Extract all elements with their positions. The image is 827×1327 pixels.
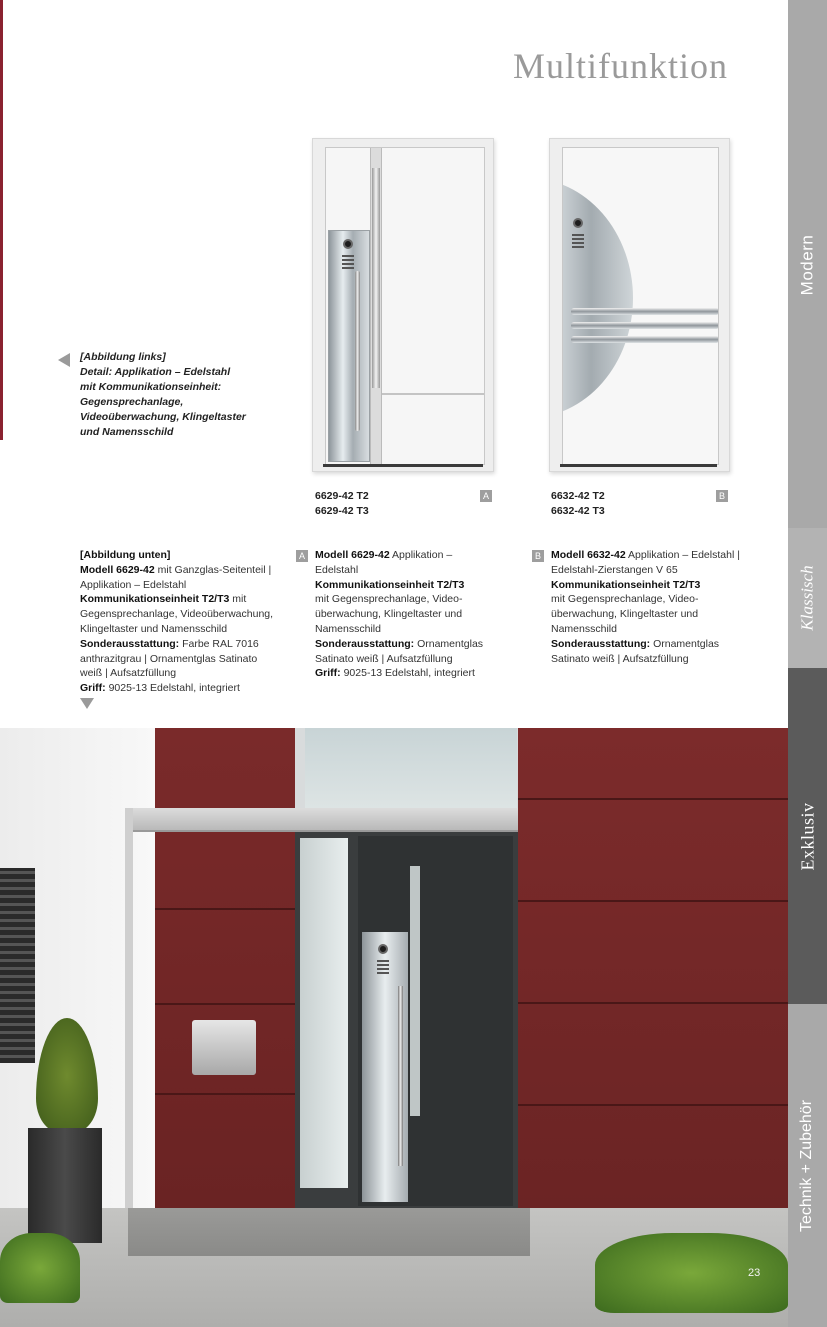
tab-klassisch[interactable]: [788, 528, 827, 668]
tab-modern[interactable]: [788, 0, 827, 528]
sonder-label: Sonderausstattung:: [80, 637, 180, 650]
front-door-handle: [398, 986, 403, 1166]
tab-technik-zubehoer[interactable]: [788, 1004, 827, 1327]
left-edge-accent: [0, 0, 3, 440]
entrance-step: [128, 1208, 530, 1256]
door-b-codes: [551, 489, 605, 519]
griff-label: Griff:: [315, 667, 341, 680]
desc-line: weiß | Aufsatzfüllung: [80, 667, 177, 680]
speaker-grille-icon: [572, 234, 584, 248]
cladding-seam: [155, 908, 295, 910]
tab-technik-label: Technik + Zubehör: [798, 1099, 816, 1232]
door-a-badge: A: [480, 490, 492, 502]
plant-pot: [28, 1128, 102, 1243]
griff-text: 9025-13 Edelstahl, integriert: [105, 682, 240, 695]
caption-line: und Namensschild: [80, 426, 174, 438]
upper-window: [305, 728, 517, 808]
canopy-post: [125, 808, 133, 1228]
komm-label: Kommunikationseinheit T2/T3: [315, 578, 465, 591]
door-b-zierstange-2: [571, 322, 719, 329]
door-b-code-2: 6632-42 T3: [551, 505, 605, 517]
door-a-rail: [382, 393, 484, 395]
tab-modern-label: Modern: [797, 234, 817, 296]
window-blinds: [0, 868, 35, 1063]
page-number: 23: [748, 1267, 761, 1279]
arrow-left-icon: [58, 353, 70, 367]
section-tabs: [788, 0, 827, 1327]
door-b-zierstange-3: [571, 336, 719, 343]
door-b-badge: B: [716, 490, 728, 502]
door-b-sill: [560, 464, 717, 467]
desc-line: Edelstahl: [315, 563, 359, 576]
cladding-seam: [518, 798, 788, 800]
camera-icon: [378, 944, 388, 954]
cladding-seam: [155, 1003, 295, 1005]
komm-label: Kommunikationseinheit T2/T3: [80, 593, 230, 606]
modell-label: Modell 6632-42: [551, 549, 626, 561]
modell-label: Modell 6629-42: [80, 563, 155, 576]
door-b-image: [549, 138, 730, 472]
desc-line: mit Gegensprechanlage, Video-: [315, 593, 463, 606]
cladding-seam: [518, 900, 788, 902]
sonder-label: Sonderausstattung:: [315, 637, 415, 650]
door-a-code-1: 6629-42 T2: [315, 490, 369, 502]
sonder-text: Ornamentglas: [650, 637, 720, 650]
desc-line: Klingeltaster und Namensschild: [80, 622, 228, 635]
tab-exklusiv-label: Exklusiv: [797, 801, 818, 871]
desc-line: Gegensprechanlage, Videoüberwachung,: [80, 608, 274, 621]
griff-text: 9025-13 Edelstahl, integriert: [340, 667, 475, 680]
glass-sidelite: [300, 838, 348, 1188]
door-b-zierstange-1: [571, 308, 719, 315]
desc-line: Satinato weiß | Aufsatzfüllung: [315, 652, 453, 665]
desc-line: überwachung, Klingeltaster und: [551, 608, 699, 621]
door-b-applikation-arc: [562, 178, 633, 418]
arrow-down-icon: [80, 698, 94, 709]
door-a-codes: [315, 489, 369, 519]
front-door-glass-strip: [410, 866, 420, 1116]
door-a-applikation: [328, 230, 370, 462]
cladding-seam: [518, 1104, 788, 1106]
sonder-text: Ornamentglas: [414, 637, 484, 650]
desc-a-badge: A: [296, 550, 308, 562]
cladding-seam: [155, 1093, 295, 1095]
front-door: [358, 836, 513, 1206]
desc-line: Edelstahl-Zierstangen V 65: [551, 563, 678, 576]
caption-left: [80, 350, 280, 440]
door-a-bar: [372, 168, 380, 388]
komm-text: mit: [229, 593, 247, 606]
door-a-code-2: 6629-42 T3: [315, 505, 369, 517]
desc-line: Namensschild: [551, 622, 617, 635]
desc-line: überwachung, Klingeltaster und: [315, 608, 463, 621]
door-a-leaf: [325, 147, 485, 465]
speaker-grille-icon: [377, 960, 389, 974]
red-cladding-left: [155, 728, 295, 1208]
sonder-text: Farbe RAL 7016: [179, 637, 259, 650]
sonder-label: Sonderausstattung:: [551, 637, 651, 650]
red-cladding-right: [518, 728, 788, 1208]
speaker-grille-icon: [342, 255, 354, 269]
desc-abbildung-unten: [80, 548, 295, 696]
desc-model-a: [315, 548, 525, 681]
caption-line: Detail: Applikation – Edelstahl: [80, 366, 231, 378]
desc-line: Satinato weiß | Aufsatzfüllung: [551, 652, 689, 665]
camera-icon: [573, 218, 583, 228]
caption-line: Gegensprechanlage,: [80, 396, 184, 408]
modell-label: Modell 6629-42: [315, 549, 390, 561]
desc-model-b: [551, 548, 771, 666]
door-a-sill: [323, 464, 483, 467]
door-b-code-1: 6632-42 T2: [551, 490, 605, 502]
door-a-image: [312, 138, 494, 472]
tab-klassisch-label: Klassisch: [797, 565, 817, 631]
desc-line: mit Gegensprechanlage, Video-: [551, 593, 699, 606]
caption-line: [Abbildung links]: [80, 351, 166, 363]
cladding-seam: [518, 1002, 788, 1004]
desc-line: Applikation – Edelstahl: [80, 578, 187, 591]
camera-icon: [343, 239, 353, 249]
desc-line: anthrazitgrau | Ornamentglas Satinato: [80, 652, 258, 665]
desc-line: Namensschild: [315, 622, 381, 635]
modell-text: Applikation – Edelstahl |: [625, 549, 740, 561]
door-a-handle: [355, 271, 360, 431]
modell-text: mit Ganzglas-Seitenteil |: [154, 563, 272, 576]
door-b-leaf: [562, 147, 719, 465]
caption-line: mit Kommunikationseinheit:: [80, 381, 222, 393]
modell-text: Applikation –: [389, 549, 453, 561]
desc-b-badge: B: [532, 550, 544, 562]
mailbox: [192, 1020, 256, 1075]
page-title: Multifunktion: [512, 46, 728, 86]
griff-label: Griff:: [80, 682, 106, 695]
komm-label: Kommunikationseinheit T2/T3: [551, 578, 701, 591]
entrance-photo: [0, 728, 788, 1327]
tab-exklusiv[interactable]: [788, 668, 827, 1004]
caption-line: Videoüberwachung, Klingeltaster: [80, 411, 246, 423]
canopy: [130, 808, 518, 832]
desc-heading: [Abbildung unten]: [80, 549, 171, 561]
plants-left: [0, 1233, 80, 1303]
